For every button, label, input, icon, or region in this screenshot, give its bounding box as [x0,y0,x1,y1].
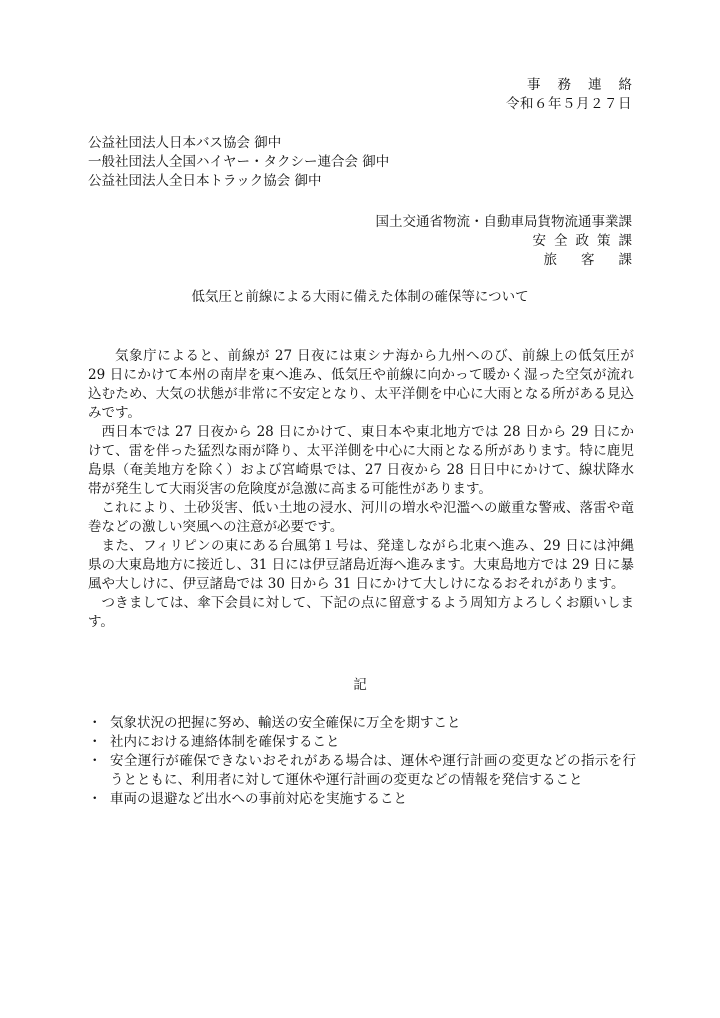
body-paragraph: また、フィリピンの東にある台風第１号は、発達しながら北東へ進み、29 日には沖縄県の大東島地方に接近し、31 日には伊豆諸島近海へ進みます。大東島地方では 29 日に暴風や大しけに、伊豆諸島では 30 日から 31 日にかけて大しけになるおそれがあります。 [88,538,634,592]
bullet-icon: ・ [88,715,102,731]
body-paragraph: 気象庁によると、前線が 27 日夜には東シナ海から九州へのび、前線上の低気圧が 29 日にかけて本州の南岸を東へ進み、低気圧や前線に向かって暖かく湿った空気が流れ込むため、大気の状態が非常に不安定となり、太平洋側を中心に大雨となる所がある見込みです。 [88,348,634,421]
list-item [88,733,636,752]
list-item [88,790,636,809]
document-body [88,347,634,632]
list-item-text: 社内における連絡体制を確保すること [110,734,340,750]
notice-items-list [88,714,636,809]
list-item-text: 車両の退避など出水への事前対応を実施すること [110,791,407,807]
recipient: 一般社団法人全国ハイヤー・タクシー連合会 御中 [88,154,390,170]
body-paragraph: 西日本では 27 日夜から 28 日にかけて、東日本や東北地方では 28 日から 29 日にかけて、雷を伴った猛烈な雨が降り、太平洋側を中心に大雨となる所があります。特に鹿児島県（奄美地方を除く）および宮崎県では、27 日夜から 28 日日中にかけて、線状降水帯が発生して大雨災害の危険度が急激に高まる可能性があります。 [88,424,634,497]
document-date: 令和６年５月２７日 [506,96,632,112]
bullet-icon: ・ [88,734,102,750]
recipient: 公益社団法人全日本トラック協会 御中 [88,173,322,189]
body-paragraph: これにより、土砂災害、低い土地の浸水、河川の増水や氾濫への厳重な警戒、落雷や竜巻などの激しい突風への注意が必要です。 [88,500,634,535]
bullet-icon: ・ [88,753,102,769]
list-item-text: 気象状況の把握に努め、輸送の安全確保に万全を期すこと [110,715,461,731]
bullet-icon: ・ [88,791,102,807]
ki-heading: 記 [353,677,367,693]
list-item [88,752,636,790]
sender-department: 安全政策課 [532,233,640,249]
list-item [88,714,636,733]
recipient: 公益社団法人日本バス協会 御中 [88,135,282,151]
senders-block [375,213,656,270]
document-type: 事務連絡 [527,77,649,93]
list-item-text: 安全運行が確保できないおそれがある場合は、運休や運行計画の変更などの指示を行うとともに、利用者に対して運休や運行計画の変更などの情報を発信すること [110,753,636,788]
sender-department: 国土交通省物流・自動車局貨物流通事業課 [375,214,632,230]
recipients-block [88,134,389,191]
body-paragraph: つきましては、傘下会員に対して、下記の点に留意するよう周知方よろしくお願いします。 [88,595,634,630]
sender-department: 旅客課 [543,252,656,268]
document-subject: 低気圧と前線による大雨に備えた体制の確保等について [191,289,529,305]
